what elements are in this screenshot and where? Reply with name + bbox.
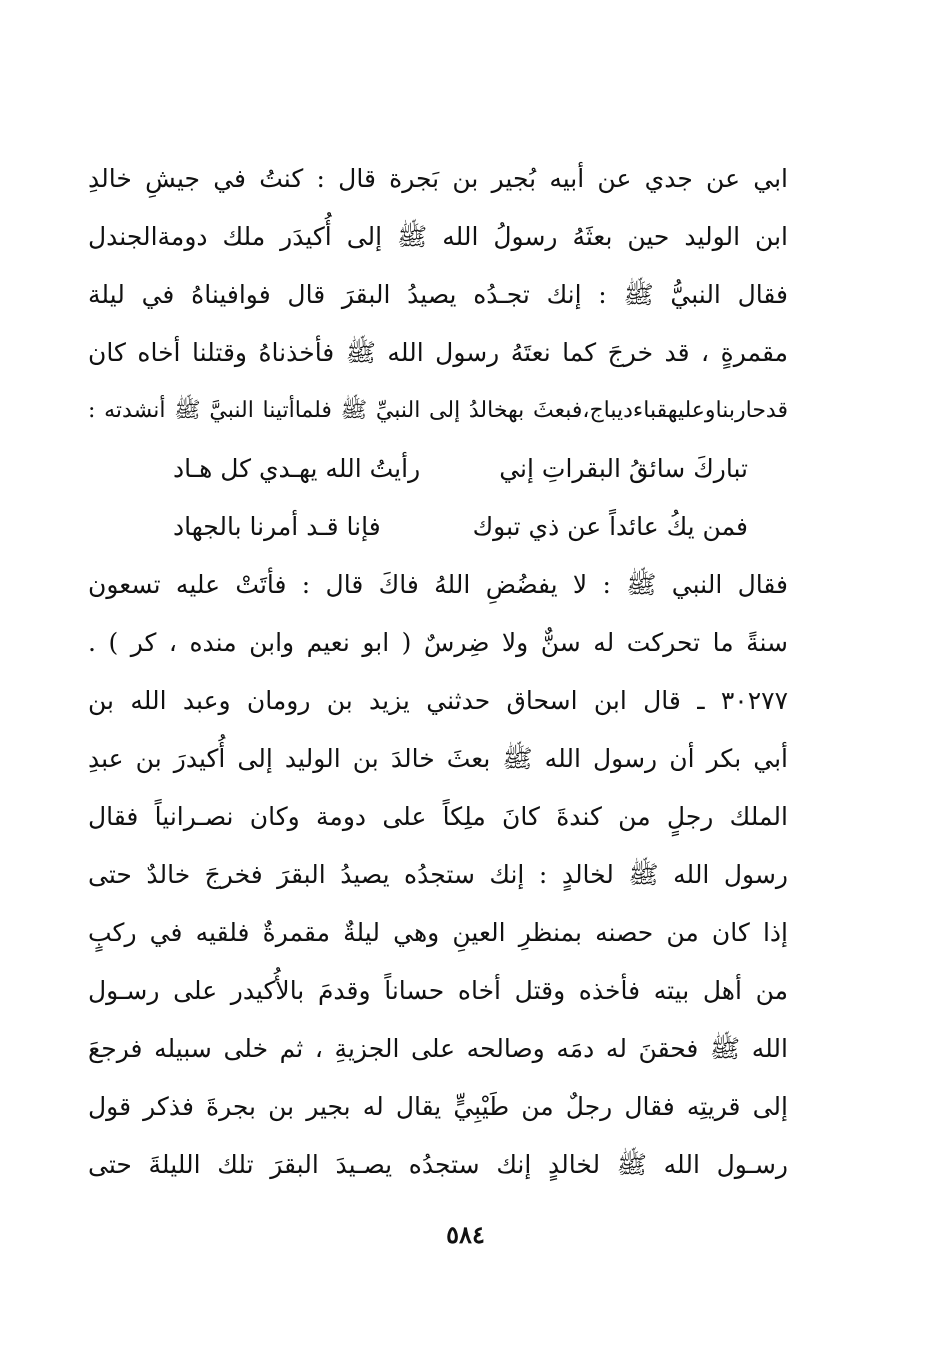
text-line: سنةً ما تحركت له سنٌّ ولا ضِرسٌ ( ابو نعيم وابن منده ، كر ) . (88, 628, 788, 657)
hadith-line: إذا كان من حصنه بمنظرِ العينِ وهي ليلةٌ مقمرةٌ فلقيه في ركبٍ (88, 918, 788, 947)
text-line: قدحاربناوعليهقباءديباج،فبعثَ بهخالدُ إلى النبيِّ ﷺ فلماأتينا النبيَّ ﷺ أنشدته : (88, 398, 788, 423)
verse-first-hemistich: تباركَ سائقُ البقراتِ إني (499, 454, 748, 483)
hadith-line: رسـول الله ﷺ لخالدٍ إنك ستجدُه يصـيدَ البقرَ تلك الليلةَ حتى (88, 1150, 788, 1179)
text-line: فقال النبي ﷺ : لا يفضُضِ اللهُ فاكَ قال : فأتَتْ عليه تسعون (88, 570, 788, 599)
verse-second-hemistich: رأيتُ الله يهـدي كل هـاد (173, 454, 421, 483)
poetry-verse (88, 440, 788, 498)
hadith-line: الملك رجلٍ من كندةَ كانَ ملِكاً على دومة وكان نصـرانياً فقال (88, 802, 788, 831)
text-line: ابي عن جدي عن أبيه بُجير بن بَجرة قال : كنتُ في جيشِ خالدِ (88, 164, 788, 193)
page-number: ٥٨٤ (446, 1220, 485, 1249)
hadith-line: رسول الله ﷺ لخالدٍ : إنك ستجدُه يصيدُ البقرَ فخرجَ خالدٌ حتى (88, 860, 788, 889)
verse-first-hemistich: فمن يكُ عائداً عن ذي تبوك (472, 512, 748, 541)
poetry-verse (88, 498, 788, 556)
text-line: مقمرةٍ ، قد خرجَ كما نعتَهُ رسول الله ﷺ فأخذناهُ وقتلنا أخاه كان (88, 338, 788, 367)
hadith-line: ٣٠٢٧٧ ـ قال ابن اسحاق حدثني يزيد بن رومان وعبد الله بن (88, 686, 788, 715)
hadith-line: من أهل بيته فأخذه وقتل أخاه حساناً وقدمَ بالأُكيدر على رسـول (88, 976, 788, 1005)
verse-second-hemistich: فإنا قـد أمرنا بالجهاد (173, 512, 381, 541)
hadith-line: الله ﷺ فحقنَ له دمَه وصالحه على الجزيةِ ، ثم خلى سبيله فرجعَ (88, 1034, 788, 1063)
text-line: فقال النبيُّ ﷺ : إنك تجـدُه يصيدُ البقرَ قال فوافيناهُ في ليلة (88, 280, 788, 309)
body-text (88, 150, 788, 1194)
hadith-line: إلى قريتِه فقال رجلٌ من طَيْبِيٍّ يقال له بجير بن بجرةَ فذكر قول (88, 1092, 788, 1121)
text-line: ابن الوليد حين بعثَهُ رسولُ الله ﷺ إلى أُكيدَر ملك دومةالجندل (88, 222, 788, 251)
hadith-line: أبي بكر أن رسول الله ﷺ بعثَ خالدَ بن الوليد إلى أُكيدرَ بن عبدِ (88, 744, 788, 773)
